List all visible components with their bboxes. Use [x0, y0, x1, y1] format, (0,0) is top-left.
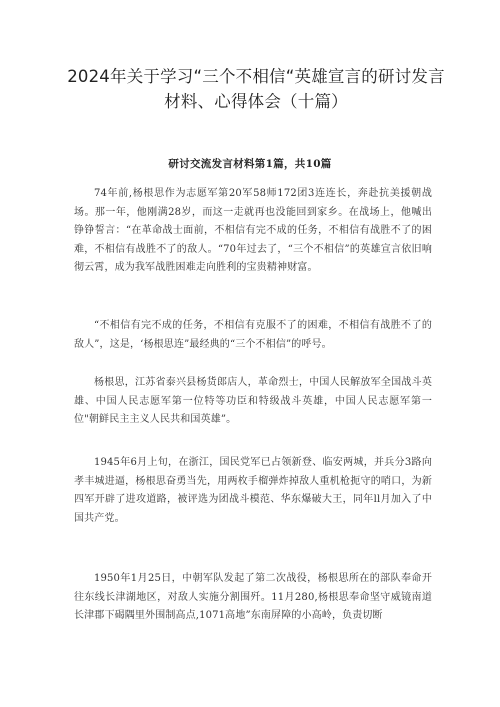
paragraph-5: 1950年1月25日，中朝军队发起了第二次战役，杨根思所在的部队奉命开往东线长津湖地区，对敌人实施分割围歼。11月280,杨根思奉命坚守威镜南道长津郡下碣隅里外围制高点,1071高地”东南屏障的小高岭，负责切断 [74, 573, 432, 621]
document-title: 2024年关于学习“三个不相信“英雄宣言的研讨发言材料、心得体会（十篇） [67, 67, 445, 111]
paragraph-1: 74年前,杨根思作为志愿军第20军58师172团3连连长，奔赴抗美援朝战场。那一年，他刚满28岁，而这一走就再也没能回到家乡。在战场上，他喊出铮铮誓言：“在革命战士面前，不相信有完不成的任务，不相信有战胜不了的困难，不相信有战胜不了的敌人。“70年过去了，“三个不相信”的英雄宣言依旧响彻云霄，成为我军战胜困难走向胜利的宝贵精神财富。 [74, 188, 432, 273]
paragraph-2: “不相信有完不成的任务，不相信有克服不了的困难，不相信有战胜不了的敌人”，这是，‘杨根思连”最经典的“三个不相信”的呼号。 [74, 320, 432, 350]
paragraph-4: 1945年6月上旬，在浙江，国民党军已占领新登、临安两城，并兵分3路向孝丰城进逼，杨根思奋勇当先，用两枚手榴弹炸掉敌人重机枪扼守的哨口，为新四军开辟了进攻道路，被评选为团战斗模范、华东爆破大王，同年ll月加入了中国共产党。 [74, 457, 432, 524]
section-subtitle: 研讨交流发言材料第1篇，共10篇 [168, 158, 332, 170]
paragraph-3: 杨根思，江苏省泰兴县杨货郎店人，革命烈士，中国人民解放军全国战斗英雄、中国人民志愿军第一位特等功臣和特级战斗英雄，中国人民志愿军第一位"朝鲜民主主义人民共和国英雄”。 [74, 377, 432, 425]
